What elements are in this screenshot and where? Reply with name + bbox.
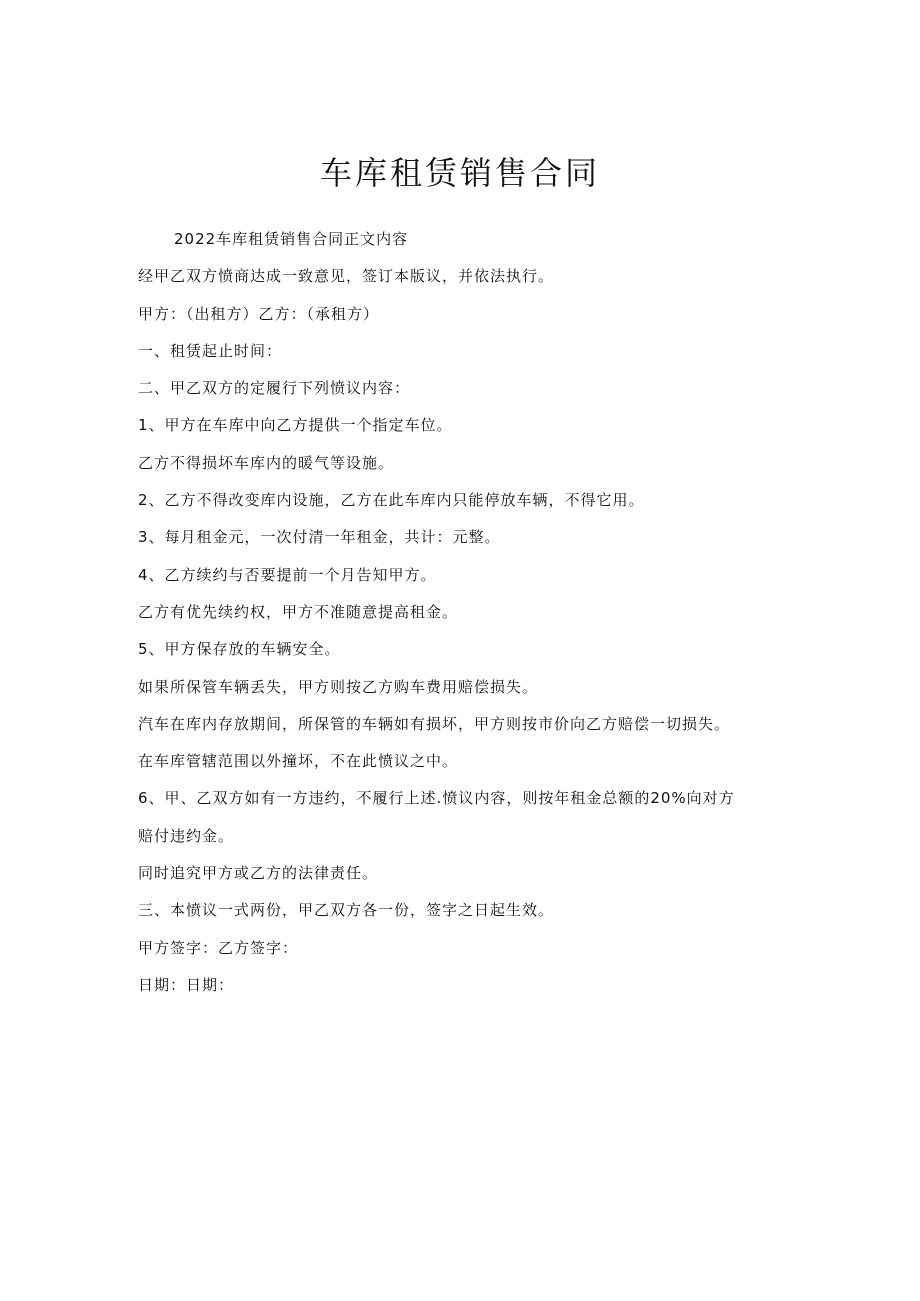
document-body — [138, 229, 788, 1012]
clause-6-continued: 赔付违约金。 — [138, 826, 235, 845]
clause-4: 4、乙方续约与否要提前一个月告知甲方。 — [138, 565, 437, 584]
section-3: 三、本愤议一式两份，甲乙双方各一份，签字之日起生效。 — [138, 901, 555, 920]
clause-6-note: 同时追究甲方或乙方的法律责任。 — [138, 864, 379, 883]
clause-1: 1、甲方在车库中向乙方提供一个指定车位。 — [138, 416, 453, 435]
clause-5-note-1: 如果所保管车辆丢失，甲方则按乙方购车费用赔偿损失。 — [138, 677, 539, 696]
clause-5-note-3: 在车库管辖范围以外撞坏，不在此愤议之中。 — [138, 752, 459, 771]
clause-3: 3、每月租金元，一次付清一年租金，共计：元整。 — [138, 528, 501, 547]
clause-5-note-2: 汽车在库内存放期间，所保管的车辆如有损坏，甲方则按市价向乙方赔偿一切损失。 — [138, 714, 731, 733]
clause-4-note: 乙方有优先续约权，甲方不准随意提高租金。 — [138, 602, 459, 621]
section-1-heading: 一、租赁起止时间： — [138, 341, 283, 360]
clause-6: 6、甲、乙双方如有一方违约，不履行上述.愤议内容，则按年租金总额的20%向对方 — [138, 789, 735, 808]
intro-line: 2022车库租赁销售合同正文内容 — [174, 230, 409, 248]
clause-2: 2、乙方不得改变库内设施，乙方在此车库内只能停放车辆，不得它用。 — [138, 491, 645, 510]
clause-5: 5、甲方保存放的车辆安全。 — [138, 640, 341, 659]
signature-line: 甲方签字：乙方签字： — [138, 938, 299, 957]
parties-line: 甲方：（出租方）乙方：（承租方） — [138, 304, 380, 323]
agreement-line: 经甲乙双方愤商达成一致意见，签订本版议，并依法执行。 — [138, 267, 555, 286]
section-2-heading: 二、甲乙双方的定履行下列愤议内容： — [138, 379, 411, 398]
clause-1-note: 乙方不得损坏车库内的暖气等设施。 — [138, 453, 395, 472]
date-line: 日期：日期： — [138, 975, 235, 994]
document-title: 车库租赁销售合同 — [319, 154, 600, 192]
